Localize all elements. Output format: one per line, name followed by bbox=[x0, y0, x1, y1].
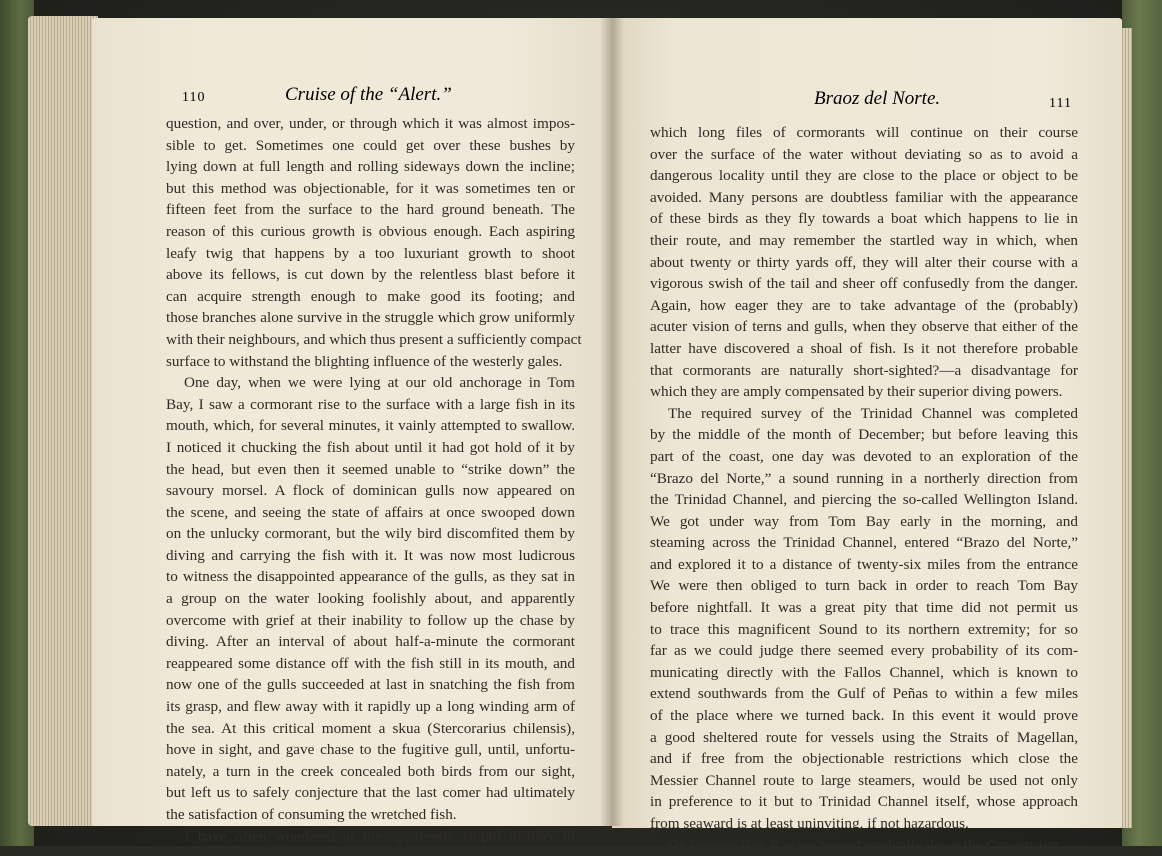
text-line: We got under way from Tom Bay early in the morning, and bbox=[650, 512, 1078, 530]
text-line: far as we could judge there seemed every probability of its com- bbox=[650, 642, 1078, 660]
text-line: mouth, which, for several minutes, it vainly attempted to swallow. bbox=[166, 417, 575, 435]
text-line: overcome with grief at their inability to follow up the chase by bbox=[166, 611, 575, 629]
text-line: before nightfall. It was a great pity that time did not permit us bbox=[650, 599, 1078, 617]
text-line: dangerous locality until they are close to the place or object to be bbox=[650, 167, 1078, 185]
text-line: part of the coast, one day was devoted to an exploration of the bbox=[650, 447, 1078, 465]
text-line: hove in sight, and gave chase to the fugitive gull, until, unfortu- bbox=[166, 741, 575, 759]
text-line: Bay, I saw a cormorant rise to the surface with a large fish in its bbox=[166, 395, 575, 413]
text-line: I have often wondered at the apparently stupid manner in bbox=[184, 827, 575, 845]
text-line: the sea. At this critical moment a skua (Stercorarius chilensis), bbox=[166, 719, 575, 737]
text-line: its grasp, and flew away with it rapidly up a long winding arm of bbox=[166, 698, 575, 716]
text-line: municating directly with the Fallos Channel, which is known to bbox=[650, 663, 1078, 681]
text-line: sible to get. Sometimes one could get over these bushes by bbox=[166, 136, 575, 154]
left-page-text bbox=[166, 113, 582, 847]
text-line: vigorous swish of the tail and sheer off confusedly from the danger. bbox=[650, 275, 1078, 293]
text-line: by the middle of the month of December; but before leaving this bbox=[650, 426, 1078, 444]
left-page-number: 110 bbox=[182, 90, 206, 105]
text-line: but this method was objectionable, for it was sometimes ten or bbox=[166, 179, 575, 197]
text-line: which long files of cormorants will continue on their course bbox=[650, 124, 1078, 141]
text-line: a good sheltered route for vessels using the Straits of Magellan, bbox=[650, 728, 1078, 746]
text-line: can acquire strength enough to make good its footing; and bbox=[166, 287, 575, 305]
text-line: We were then obliged to turn back in order to reach Tom Bay bbox=[650, 577, 1078, 595]
text-line: on the unlucky cormorant, but the wily bird discomfited them by bbox=[166, 525, 575, 543]
right-page-text bbox=[650, 122, 1078, 856]
text-line: from seaward is at least uninviting, if not hazardous. bbox=[650, 815, 969, 832]
text-line: diving. After an interval of about half-a-minute the cormorant bbox=[166, 633, 575, 651]
text-line: steaming across the Trinidad Channel, entered “Brazo del Norte,” bbox=[650, 534, 1078, 552]
text-line: to witness the disappointed appearance of the gulls, as they sat in bbox=[166, 568, 575, 586]
text-line: the satisfaction of consuming the wretched fish. bbox=[166, 806, 457, 823]
text-line: above its fellows, is cut down by the relentless blast before it bbox=[166, 266, 575, 284]
text-line: but left us to safely conjecture that the last comer had ultimately bbox=[166, 784, 575, 802]
text-line: which they are amply compensated by their superior diving powers. bbox=[650, 383, 1063, 401]
right-page-number: 111 bbox=[1049, 96, 1072, 111]
text-line: One day, when we were lying at our old anchorage in Tom bbox=[184, 374, 575, 392]
text-line: now one of the gulls succeeded at last in snatching the fish from bbox=[166, 676, 575, 694]
text-line: leafy twig that happens by a too luxuriant growth to shoot bbox=[166, 244, 575, 262]
text-line: latter have discovered a shoal of fish. Is it not therefore probable bbox=[650, 339, 1078, 357]
text-line: The required survey of the Trinidad Channel was completed bbox=[668, 404, 1078, 422]
text-line: that cormorants are naturally short-sighted?—a disadvantage for bbox=[650, 361, 1078, 379]
text-line: about twenty or thirty yards off, they will alter their course with a bbox=[650, 253, 1078, 271]
text-line: “Brazo del Norte,” a sound running in a northerly direction from bbox=[650, 469, 1078, 487]
text-line: diving and carrying the fish with it. It was now most ludicrous bbox=[166, 546, 575, 564]
text-line: the scene, and seeing the state of affairs at once swooped down bbox=[166, 503, 575, 521]
text-line: of the place where we turned back. In this event it would prove bbox=[650, 707, 1078, 725]
text-line: fifteen feet from the surface to the hard ground beneath. The bbox=[166, 201, 575, 219]
text-line: reappeared some distance off with the fish still in its mouth, and bbox=[166, 654, 575, 672]
text-line: with their neighbours, and which thus present a sufficiently compact bbox=[166, 330, 582, 348]
text-line: savoury morsel. A flock of dominican gulls now appeared on bbox=[166, 482, 575, 500]
text-line: question, and over, under, or through which it was almost impos- bbox=[166, 115, 575, 132]
text-line: avoided. Many persons are doubtless familiar with the appearance bbox=[650, 188, 1078, 206]
text-line: those branches alone survive in the struggle which grow uniformly bbox=[166, 309, 575, 327]
text-line: in preference to it but to Trinidad Channel itself, whose approach bbox=[650, 793, 1078, 811]
text-line: reason of this curious growth is obvious enough. Each aspiring bbox=[166, 222, 575, 240]
text-line: the Trinidad Channel, and piercing the so-called Wellington Island. bbox=[650, 491, 1078, 509]
text-line: their route, and may remember the startled way in which, when bbox=[650, 231, 1078, 249]
text-line: extend southwards from the Gulf of Peñas to within a few miles bbox=[650, 685, 1078, 703]
text-line: a group on the water looking foolishly about, and apparently bbox=[166, 590, 575, 608]
text-line: I noticed it chucking the fish about until it had got hold of it by bbox=[166, 438, 575, 456]
text-line: Messier Channel route to large steamers, would be used not only bbox=[650, 771, 1078, 789]
text-line: to trace this magnificent Sound to its northern extremity; for so bbox=[650, 620, 1078, 638]
text-line: of these birds as they fly towards a boat which happens to lie in bbox=[650, 210, 1078, 228]
text-line: the head, but even then it seemed unable to “strike down” the bbox=[166, 460, 575, 478]
text-line: and explored it to a distance of twenty-six miles from the entrance bbox=[650, 555, 1078, 573]
text-line: lying down at full length and rolling sideways down the incline; bbox=[166, 158, 575, 176]
text-line: over the surface of the water without deviating so as to avoid a bbox=[650, 145, 1078, 163]
text-line: surface to withstand the blighting influence of the westerly gales. bbox=[166, 352, 563, 370]
text-line: acuter vision of terns and gulls, when they observe that either of the bbox=[650, 318, 1078, 336]
book-gutter bbox=[600, 18, 624, 826]
right-running-head: Braoz del Norte. bbox=[814, 88, 941, 109]
text-line: On leaving Tom Bay we moved gradually down the Concepcion bbox=[668, 836, 1059, 854]
text-line: Again, how eager they are to take advantage of the (probably) bbox=[650, 296, 1078, 314]
left-running-head: Cruise of the “Alert.” bbox=[285, 84, 452, 105]
page-edges-left bbox=[28, 16, 98, 826]
text-line: and if free from the objectionable restrictions which close the bbox=[650, 750, 1078, 768]
text-line: nately, a turn in the creek concealed both birds from our sight, bbox=[166, 762, 575, 780]
